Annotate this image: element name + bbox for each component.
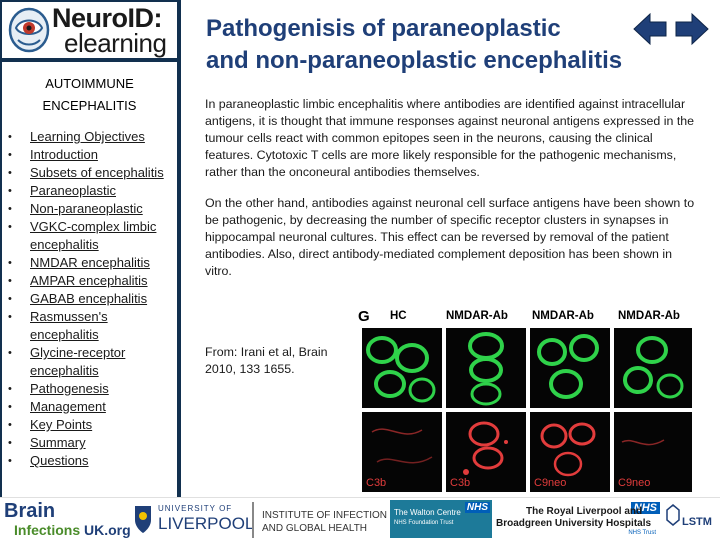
menu-panel xyxy=(2,62,177,497)
page-title-line1: Pathogenisis of paraneoplastic xyxy=(206,15,561,42)
stain-label: C9neo xyxy=(618,477,651,489)
figure-citation: From: Irani et al, Brain 2010, 133 1655. xyxy=(205,345,328,376)
nav-item-learning-objectives[interactable] xyxy=(6,128,176,146)
nav-item-questions[interactable] xyxy=(6,452,176,470)
nav-item-label[interactable]: VGKC-complex limbic encephalitis xyxy=(30,219,157,252)
walton-centre-logo[interactable] xyxy=(390,500,492,538)
nav-item-label[interactable]: NMDAR encephalitis xyxy=(30,255,150,270)
rlbuh-line2: Broadgreen University Hospitals xyxy=(496,518,652,529)
stain-label: C3b xyxy=(366,477,387,489)
paragraph-non-paraneoplastic: On the other hand, antibodies against neuronal cell surface antigens have been shown to be pathogenic, by decreasing the number of specific receptor clusters in synapses in hippocampal neuronal cultures. This effect can be reversed by removal of the patient antibodies. Also, direct antibody-mediated complement deposition has been shown in vitro. xyxy=(205,196,695,278)
nav-item-management[interactable] xyxy=(6,398,176,416)
nav-item-non-paraneoplastic[interactable] xyxy=(6,200,176,218)
lstm-label: LSTM xyxy=(682,516,712,528)
iigh-line2: AND GLOBAL HEALTH xyxy=(262,523,368,534)
nav-item-rasmussens[interactable] xyxy=(6,308,176,344)
brain-eye-logo-icon xyxy=(8,6,50,54)
nav-item-label[interactable]: Paraneoplastic xyxy=(30,183,116,198)
nav-item-label[interactable]: Glycine-receptor encephalitis xyxy=(30,345,126,378)
nav-item-paraneoplastic[interactable] xyxy=(6,182,176,200)
bullet-icon: • xyxy=(8,311,12,323)
lstm-logo[interactable] xyxy=(664,502,716,538)
nav-item-introduction[interactable] xyxy=(6,146,176,164)
lstm-emblem-icon xyxy=(666,504,680,526)
uol-line2: LIVERPOOL xyxy=(158,514,255,533)
sidebar xyxy=(0,0,181,497)
logo-subtitle: elearning xyxy=(64,28,167,58)
crest-icon xyxy=(134,504,152,534)
green-cells-image xyxy=(614,328,692,408)
bullet-icon: • xyxy=(8,455,12,467)
green-cells-image xyxy=(530,328,610,408)
bullet-icon: • xyxy=(8,185,12,197)
nhs-badge: NHS xyxy=(466,502,488,513)
green-cells-image xyxy=(362,328,442,408)
nav-item-label[interactable]: Rasmussen's encephalitis xyxy=(30,309,108,342)
nav-item-gabab[interactable] xyxy=(6,290,176,308)
bullet-icon: • xyxy=(8,419,12,431)
braininfections-logo[interactable] xyxy=(4,500,132,540)
bullet-icon: • xyxy=(8,203,12,215)
nav-item-glycine-receptor[interactable] xyxy=(6,344,176,380)
micrograph-hc-green xyxy=(362,328,442,408)
forward-button[interactable] xyxy=(674,11,710,47)
nav-item-label[interactable]: Pathogenesis xyxy=(30,381,109,396)
bullet-icon: • xyxy=(8,347,12,359)
bullet-icon: • xyxy=(8,437,12,449)
micrograph-hc-red xyxy=(362,412,442,492)
nav-item-summary[interactable] xyxy=(6,434,176,452)
bullet-icon: • xyxy=(8,257,12,269)
bullet-icon: • xyxy=(8,401,12,413)
nav-item-label[interactable]: Non-paraneoplastic xyxy=(30,201,143,216)
green-cells-image xyxy=(446,328,526,408)
micrograph-nmdar-red-3 xyxy=(614,412,692,492)
figure-panel-letter: G xyxy=(358,308,370,325)
bullet-icon: • xyxy=(8,149,12,161)
content-body xyxy=(205,96,700,294)
figure-column-label: NMDAR-Ab xyxy=(532,310,594,322)
rlbuh-line3: NHS Trust xyxy=(628,530,656,536)
micrograph-nmdar-green-2 xyxy=(530,328,610,408)
nav-item-vgkc[interactable] xyxy=(6,218,176,254)
walton-sub: NHS Foundation Trust xyxy=(394,520,454,526)
back-button[interactable] xyxy=(632,11,668,47)
arrow-right-icon xyxy=(676,14,708,44)
page-title xyxy=(206,13,626,77)
nav-item-label[interactable]: Summary xyxy=(30,435,86,450)
micrograph-nmdar-red-2 xyxy=(530,412,610,492)
braininfections-logo-line3: UK.org xyxy=(84,522,131,538)
rlbuh-line1: The Royal Liverpool and xyxy=(526,506,643,517)
section-title xyxy=(2,73,177,117)
nhs-badge: NHS xyxy=(631,502,660,514)
iigh-line1: INSTITUTE OF INFECTION xyxy=(262,510,387,521)
bullet-icon: • xyxy=(8,167,12,179)
bullet-icon: • xyxy=(8,275,12,287)
nav-item-nmdar[interactable] xyxy=(6,254,176,272)
figure-column-label: NMDAR-Ab xyxy=(446,310,508,322)
university-of-liverpool-logo[interactable] xyxy=(134,502,255,538)
bullet-icon: • xyxy=(8,293,12,305)
nav-item-label[interactable]: Management xyxy=(30,399,106,414)
micrograph-nmdar-green-1 xyxy=(446,328,526,408)
braininfections-logo-line2: Infections xyxy=(14,522,81,538)
nav-item-label[interactable]: Subsets of encephalitis xyxy=(30,165,164,180)
nav-item-label[interactable]: GABAB encephalitis xyxy=(30,291,148,306)
royal-liverpool-logo[interactable] xyxy=(496,502,660,538)
footer-logos xyxy=(0,497,720,541)
stain-label: C3b xyxy=(450,477,471,489)
braininfections-logo-line1: Brain xyxy=(4,500,56,522)
nav-menu xyxy=(6,128,176,470)
nav-item-ampar[interactable] xyxy=(6,272,176,290)
iigh-logo[interactable] xyxy=(252,502,388,538)
bullet-icon: • xyxy=(8,131,12,143)
nav-item-subsets[interactable] xyxy=(6,164,176,182)
nav-item-key-points[interactable] xyxy=(6,416,176,434)
uol-line1: UNIVERSITY OF xyxy=(158,504,233,513)
section-title-line2: ENCEPHALITIS xyxy=(42,98,137,113)
figure-column-label: HC xyxy=(390,310,407,322)
nav-item-label[interactable]: Learning Objectives xyxy=(30,129,145,144)
bullet-icon: • xyxy=(8,383,12,395)
nav-item-label[interactable]: AMPAR encephalitis xyxy=(30,273,148,288)
nav-item-pathogenesis[interactable] xyxy=(6,380,176,398)
nav-item-label[interactable]: Questions xyxy=(30,453,89,468)
micrograph-nmdar-green-3 xyxy=(614,328,692,408)
microscopy-figure xyxy=(356,306,694,492)
stain-label: C9neo xyxy=(534,477,567,489)
bullet-icon: • xyxy=(8,221,12,233)
neuroid-logo[interactable] xyxy=(2,2,177,58)
page-title-line2: and non-paraneoplastic encephalitis xyxy=(206,47,623,74)
arrow-left-icon xyxy=(634,14,666,44)
nav-item-label[interactable]: Introduction xyxy=(30,147,98,162)
slide-navigation xyxy=(632,11,712,47)
section-title-line1: AUTOIMMUNE xyxy=(45,76,134,91)
logo-title: NeuroID: xyxy=(52,3,162,33)
paragraph-paraneoplastic: In paraneoplastic limbic encephalitis where antibodies are identified against intracellular antigens, it is thought that immune responses against neuronal antigens expressed in the tumour cells react with common epitopes seen in the neurons, causing the clinical features. Cytotoxic T cells are more likely responsible for the pathogenic mechanisms, rather than the onconeural antibodies themselves. xyxy=(205,97,695,179)
nav-item-label[interactable]: Key Points xyxy=(30,417,93,432)
walton-name: The Walton Centre xyxy=(394,508,461,517)
figure-column-label: NMDAR-Ab xyxy=(618,310,680,322)
micrograph-nmdar-red-1 xyxy=(446,412,526,492)
